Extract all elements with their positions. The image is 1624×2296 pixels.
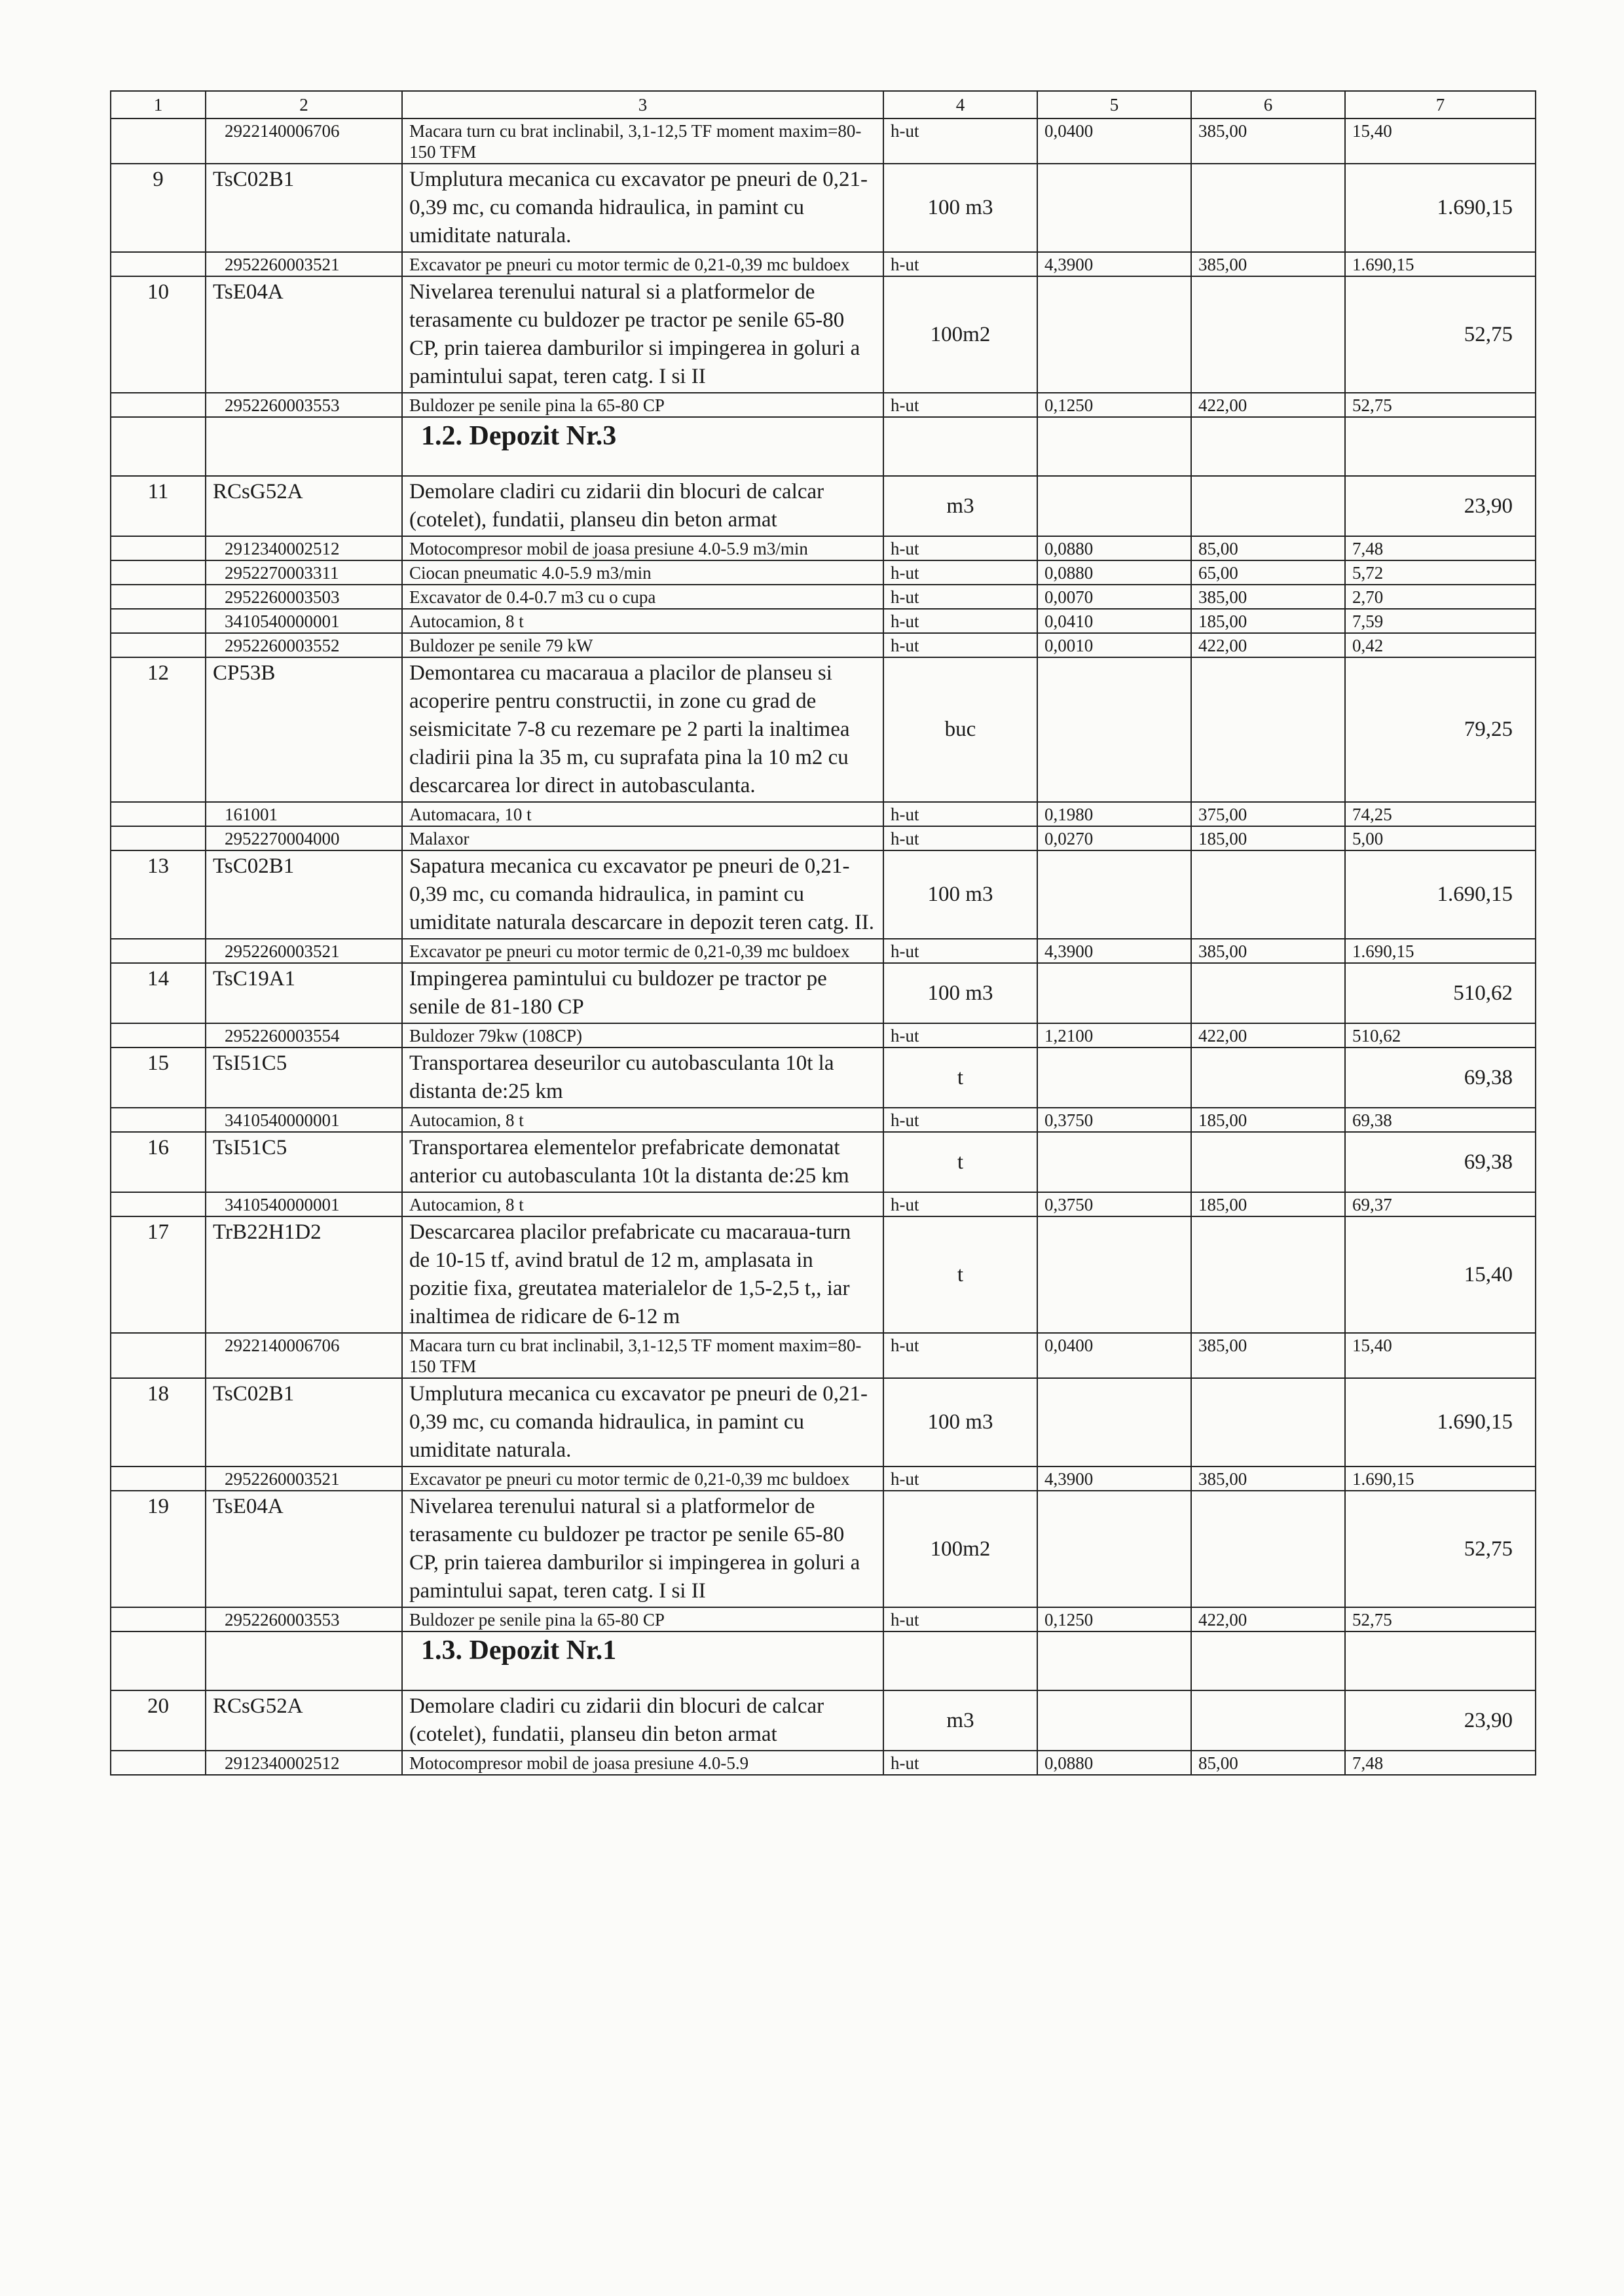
resource-row (111, 1607, 1536, 1631)
item-number: 18 (111, 1378, 206, 1467)
resource-number (111, 536, 206, 560)
resource-code: 161001 (206, 802, 402, 826)
resource-code: 2912340002512 (206, 1751, 402, 1775)
resource-quantity: 0,1980 (1037, 802, 1191, 826)
item-unit: t (883, 1048, 1037, 1108)
item-total: 69,38 (1345, 1048, 1536, 1108)
item-number: 9 (111, 164, 206, 252)
resource-price: 385,00 (1191, 1333, 1345, 1378)
resource-number (111, 1192, 206, 1216)
resource-price: 385,00 (1191, 118, 1345, 164)
item-number: 16 (111, 1132, 206, 1192)
resource-number (111, 1607, 206, 1631)
item-price (1191, 657, 1345, 802)
item-row (111, 657, 1536, 802)
item-description: Demontarea cu macaraua a placilor de planseu si acoperire pentru constructii, in zone cu grad de seismicitate 7-8 cu rezemare pe 2 parti la inaltimea cladirii pina la 35 m, cu suprafata pina la 10 m2 cu descarcarea lor direct in autobasculanta. (402, 657, 883, 802)
item-code: TrB22H1D2 (206, 1216, 402, 1333)
resource-quantity: 0,0270 (1037, 826, 1191, 850)
item-number: 15 (111, 1048, 206, 1108)
section-title: 1.2. Depozit Nr.3 (402, 417, 883, 476)
resource-unit: h-ut (883, 560, 1037, 585)
item-price (1191, 1491, 1345, 1607)
item-description: Demolare cladiri cu zidarii din blocuri de calcar (cotelet), fundatii, planseu din beton armat (402, 476, 883, 536)
column-header: 2 (206, 91, 402, 118)
item-code: CP53B (206, 657, 402, 802)
resource-price: 422,00 (1191, 1607, 1345, 1631)
section-total (1345, 1631, 1536, 1690)
resource-unit: h-ut (883, 802, 1037, 826)
resource-total: 15,40 (1345, 1333, 1536, 1378)
resource-price: 375,00 (1191, 802, 1345, 826)
resource-description: Autocamion, 8 t (402, 609, 883, 633)
resource-description: Automacara, 10 t (402, 802, 883, 826)
resource-total: 7,59 (1345, 609, 1536, 633)
resource-quantity: 0,0400 (1037, 118, 1191, 164)
item-row (111, 476, 1536, 536)
resource-unit: h-ut (883, 536, 1037, 560)
section-quantity (1037, 417, 1191, 476)
item-unit: 100m2 (883, 276, 1037, 393)
resource-number (111, 826, 206, 850)
item-description: Nivelarea terenului natural si a platformelor de terasamente cu buldozer pe tractor pe senile 65-80 CP, prin taierea damburilor si impingerea in goluri a pamintului sapat, teren catg. I si II (402, 276, 883, 393)
resource-number (111, 939, 206, 963)
item-number: 20 (111, 1690, 206, 1751)
item-price (1191, 1378, 1345, 1467)
resource-unit: h-ut (883, 939, 1037, 963)
resource-price: 422,00 (1191, 1023, 1345, 1048)
item-row (111, 164, 1536, 252)
resource-row (111, 1333, 1536, 1378)
item-description: Impingerea pamintului cu buldozer pe tractor pe senile de 81-180 CP (402, 963, 883, 1023)
item-price (1191, 1048, 1345, 1108)
resource-row (111, 633, 1536, 657)
resource-description: Excavator pe pneuri cu motor termic de 0,21-0,39 mc buldoex (402, 939, 883, 963)
resource-description: Motocompresor mobil de joasa presiune 4.0-5.9 (402, 1751, 883, 1775)
resource-description: Autocamion, 8 t (402, 1192, 883, 1216)
resource-code: 2952260003553 (206, 1607, 402, 1631)
resource-code: 2952260003521 (206, 1467, 402, 1491)
resource-total: 69,38 (1345, 1108, 1536, 1132)
item-code: TsI51C5 (206, 1048, 402, 1108)
item-total: 1.690,15 (1345, 850, 1536, 939)
resource-price: 185,00 (1191, 1108, 1345, 1132)
resource-description: Motocompresor mobil de joasa presiune 4.0-5.9 m3/min (402, 536, 883, 560)
item-quantity (1037, 963, 1191, 1023)
item-number: 14 (111, 963, 206, 1023)
resource-row (111, 1108, 1536, 1132)
item-code: TsC19A1 (206, 963, 402, 1023)
item-unit: 100 m3 (883, 850, 1037, 939)
resource-quantity: 0,0400 (1037, 1333, 1191, 1378)
item-price (1191, 476, 1345, 536)
resource-code: 3410540000001 (206, 1108, 402, 1132)
resource-unit: h-ut (883, 633, 1037, 657)
resource-total: 5,72 (1345, 560, 1536, 585)
resource-description: Excavator de 0.4-0.7 m3 cu o cupa (402, 585, 883, 609)
item-unit: t (883, 1216, 1037, 1333)
item-quantity (1037, 657, 1191, 802)
item-code: TsE04A (206, 1491, 402, 1607)
item-unit: 100 m3 (883, 963, 1037, 1023)
resource-quantity: 0,0880 (1037, 1751, 1191, 1775)
section-code (206, 417, 402, 476)
item-total: 15,40 (1345, 1216, 1536, 1333)
resource-row (111, 1751, 1536, 1775)
item-row (111, 963, 1536, 1023)
resource-unit: h-ut (883, 585, 1037, 609)
resource-row (111, 585, 1536, 609)
item-quantity (1037, 1216, 1191, 1333)
item-code: TsC02B1 (206, 850, 402, 939)
resource-unit: h-ut (883, 1023, 1037, 1048)
column-header: 7 (1345, 91, 1536, 118)
resource-number (111, 1467, 206, 1491)
resource-total: 7,48 (1345, 536, 1536, 560)
item-number: 11 (111, 476, 206, 536)
resource-number (111, 393, 206, 417)
resource-price: 385,00 (1191, 939, 1345, 963)
resource-description: Macara turn cu brat inclinabil, 3,1-12,5 TF moment maxim=80-150 TFM (402, 1333, 883, 1378)
item-price (1191, 1216, 1345, 1333)
section-unit (883, 1631, 1037, 1690)
item-description: Descarcarea placilor prefabricate cu macaraua-turn de 10-15 tf, avind bratul de 12 m, amplasata in pozitie fixa, greutatea materialelor de 1,5-2,5 t,, iar inaltimea de ridicare de 6-12 m (402, 1216, 883, 1333)
item-row (111, 850, 1536, 939)
resource-total: 5,00 (1345, 826, 1536, 850)
resource-code: 2952260003554 (206, 1023, 402, 1048)
item-total: 69,38 (1345, 1132, 1536, 1192)
item-total: 1.690,15 (1345, 1378, 1536, 1467)
resource-price: 385,00 (1191, 585, 1345, 609)
resource-row (111, 252, 1536, 276)
column-header: 3 (402, 91, 883, 118)
resource-total: 52,75 (1345, 393, 1536, 417)
item-total: 23,90 (1345, 476, 1536, 536)
resource-quantity: 0,3750 (1037, 1108, 1191, 1132)
item-code: TsC02B1 (206, 1378, 402, 1467)
item-number: 10 (111, 276, 206, 393)
item-price (1191, 276, 1345, 393)
resource-number (111, 1108, 206, 1132)
resource-row (111, 560, 1536, 585)
item-unit: buc (883, 657, 1037, 802)
resource-total: 2,70 (1345, 585, 1536, 609)
resource-code: 2952260003521 (206, 939, 402, 963)
item-code: TsC02B1 (206, 164, 402, 252)
item-unit: 100m2 (883, 1491, 1037, 1607)
resource-quantity: 4,3900 (1037, 939, 1191, 963)
resource-code: 2952260003552 (206, 633, 402, 657)
section-price (1191, 417, 1345, 476)
item-total: 79,25 (1345, 657, 1536, 802)
item-row (111, 1491, 1536, 1607)
resource-description: Buldozer 79kw (108CP) (402, 1023, 883, 1048)
resource-quantity: 4,3900 (1037, 252, 1191, 276)
column-header-row (111, 91, 1536, 118)
resource-code: 2912340002512 (206, 536, 402, 560)
item-quantity (1037, 1132, 1191, 1192)
item-quantity (1037, 476, 1191, 536)
resource-code: 2952260003503 (206, 585, 402, 609)
resource-number (111, 1333, 206, 1378)
item-code: RCsG52A (206, 1690, 402, 1751)
resource-quantity: 0,1250 (1037, 393, 1191, 417)
resource-description: Buldozer pe senile pina la 65-80 CP (402, 393, 883, 417)
resource-quantity: 0,0010 (1037, 633, 1191, 657)
item-quantity (1037, 276, 1191, 393)
item-total: 23,90 (1345, 1690, 1536, 1751)
resource-row (111, 1467, 1536, 1491)
resource-code: 2952260003553 (206, 393, 402, 417)
item-unit: m3 (883, 1690, 1037, 1751)
resource-description: Malaxor (402, 826, 883, 850)
item-total: 1.690,15 (1345, 164, 1536, 252)
resource-number (111, 560, 206, 585)
estimate-table (110, 90, 1536, 1776)
resource-unit: h-ut (883, 609, 1037, 633)
resource-quantity: 0,0880 (1037, 560, 1191, 585)
item-row (111, 276, 1536, 393)
item-number: 13 (111, 850, 206, 939)
item-quantity (1037, 1378, 1191, 1467)
item-row (111, 1690, 1536, 1751)
item-description: Transportarea elementelor prefabricate demonatat anterior cu autobasculanta 10t la distanta de:25 km (402, 1132, 883, 1192)
resource-quantity: 4,3900 (1037, 1467, 1191, 1491)
resource-total: 74,25 (1345, 802, 1536, 826)
resource-unit: h-ut (883, 826, 1037, 850)
resource-total: 69,37 (1345, 1192, 1536, 1216)
resource-total: 15,40 (1345, 118, 1536, 164)
resource-description: Buldozer pe senile 79 kW (402, 633, 883, 657)
resource-price: 422,00 (1191, 633, 1345, 657)
column-header: 6 (1191, 91, 1345, 118)
section-total (1345, 417, 1536, 476)
item-quantity (1037, 850, 1191, 939)
resource-number (111, 252, 206, 276)
resource-row (111, 536, 1536, 560)
item-quantity (1037, 1690, 1191, 1751)
resource-price: 85,00 (1191, 1751, 1345, 1775)
resource-unit: h-ut (883, 118, 1037, 164)
resource-row (111, 393, 1536, 417)
resource-quantity: 0,0880 (1037, 536, 1191, 560)
item-code: TsE04A (206, 276, 402, 393)
column-header: 5 (1037, 91, 1191, 118)
item-description: Transportarea deseurilor cu autobasculanta 10t la distanta de:25 km (402, 1048, 883, 1108)
item-row (111, 1048, 1536, 1108)
resource-number (111, 1751, 206, 1775)
resource-quantity: 0,1250 (1037, 1607, 1191, 1631)
resource-total: 1.690,15 (1345, 1467, 1536, 1491)
section-unit (883, 417, 1037, 476)
item-description: Nivelarea terenului natural si a platformelor de terasamente cu buldozer pe tractor pe senile 65-80 CP, prin taierea damburilor si impingerea in goluri a pamintului sapat, teren catg. I si II (402, 1491, 883, 1607)
item-description: Sapatura mecanica cu excavator pe pneuri de 0,21-0,39 mc, cu comanda hidraulica, in pamint cu umiditate naturala descarcare in depozit teren catg. II. (402, 850, 883, 939)
resource-row (111, 826, 1536, 850)
resource-unit: h-ut (883, 1467, 1037, 1491)
resource-row (111, 1023, 1536, 1048)
item-code: RCsG52A (206, 476, 402, 536)
item-description: Umplutura mecanica cu excavator pe pneuri de 0,21-0,39 mc, cu comanda hidraulica, in pamint cu umiditate naturala. (402, 164, 883, 252)
resource-code: 3410540000001 (206, 1192, 402, 1216)
resource-description: Macara turn cu brat inclinabil, 3,1-12,5 TF moment maxim=80-150 TFM (402, 118, 883, 164)
item-number: 17 (111, 1216, 206, 1333)
resource-row (111, 609, 1536, 633)
resource-quantity: 1,2100 (1037, 1023, 1191, 1048)
section-code (206, 1631, 402, 1690)
resource-unit: h-ut (883, 1751, 1037, 1775)
resource-price: 185,00 (1191, 826, 1345, 850)
item-unit: 100 m3 (883, 1378, 1037, 1467)
resource-description: Ciocan pneumatic 4.0-5.9 m3/min (402, 560, 883, 585)
resource-price: 385,00 (1191, 1467, 1345, 1491)
resource-price: 422,00 (1191, 393, 1345, 417)
item-total: 52,75 (1345, 276, 1536, 393)
item-quantity (1037, 1048, 1191, 1108)
column-header: 1 (111, 91, 206, 118)
item-description: Demolare cladiri cu zidarii din blocuri de calcar (cotelet), fundatii, planseu din beton armat (402, 1690, 883, 1751)
item-unit: 100 m3 (883, 164, 1037, 252)
resource-code: 2952260003521 (206, 252, 402, 276)
resource-description: Buldozer pe senile pina la 65-80 CP (402, 1607, 883, 1631)
item-unit: m3 (883, 476, 1037, 536)
resource-code: 2922140006706 (206, 1333, 402, 1378)
resource-number (111, 802, 206, 826)
item-unit: t (883, 1132, 1037, 1192)
resource-row (111, 802, 1536, 826)
item-price (1191, 963, 1345, 1023)
resource-total: 7,48 (1345, 1751, 1536, 1775)
resource-unit: h-ut (883, 1192, 1037, 1216)
item-quantity (1037, 164, 1191, 252)
item-total: 52,75 (1345, 1491, 1536, 1607)
resource-code: 2922140006706 (206, 118, 402, 164)
item-row (111, 1132, 1536, 1192)
resource-price: 185,00 (1191, 609, 1345, 633)
resource-quantity: 0,3750 (1037, 1192, 1191, 1216)
resource-description: Autocamion, 8 t (402, 1108, 883, 1132)
resource-total: 0,42 (1345, 633, 1536, 657)
resource-unit: h-ut (883, 393, 1037, 417)
column-header: 4 (883, 91, 1037, 118)
resource-price: 85,00 (1191, 536, 1345, 560)
resource-number (111, 633, 206, 657)
resource-total: 510,62 (1345, 1023, 1536, 1048)
resource-quantity: 0,0070 (1037, 585, 1191, 609)
section-row (111, 417, 1536, 476)
item-number: 19 (111, 1491, 206, 1607)
resource-unit: h-ut (883, 252, 1037, 276)
section-row (111, 1631, 1536, 1690)
section-price (1191, 1631, 1345, 1690)
resource-number (111, 609, 206, 633)
section-number (111, 1631, 206, 1690)
resource-total: 1.690,15 (1345, 252, 1536, 276)
item-quantity (1037, 1491, 1191, 1607)
item-price (1191, 1690, 1345, 1751)
item-number: 12 (111, 657, 206, 802)
resource-quantity: 0,0410 (1037, 609, 1191, 633)
section-quantity (1037, 1631, 1191, 1690)
resource-total: 1.690,15 (1345, 939, 1536, 963)
resource-number (111, 585, 206, 609)
resource-code: 2952270003311 (206, 560, 402, 585)
resource-unit: h-ut (883, 1607, 1037, 1631)
section-number (111, 417, 206, 476)
item-price (1191, 850, 1345, 939)
resource-price: 385,00 (1191, 252, 1345, 276)
resource-code: 3410540000001 (206, 609, 402, 633)
resource-description: Excavator pe pneuri cu motor termic de 0,21-0,39 mc buldoex (402, 1467, 883, 1491)
resource-total: 52,75 (1345, 1607, 1536, 1631)
item-row (111, 1378, 1536, 1467)
resource-row (111, 1192, 1536, 1216)
item-total: 510,62 (1345, 963, 1536, 1023)
resource-price: 185,00 (1191, 1192, 1345, 1216)
item-code: TsI51C5 (206, 1132, 402, 1192)
resource-unit: h-ut (883, 1108, 1037, 1132)
resource-code: 2952270004000 (206, 826, 402, 850)
estimate-page (110, 90, 1535, 1776)
item-row (111, 1216, 1536, 1333)
resource-row (111, 939, 1536, 963)
resource-price: 65,00 (1191, 560, 1345, 585)
resource-number (111, 118, 206, 164)
section-title: 1.3. Depozit Nr.1 (402, 1631, 883, 1690)
item-price (1191, 1132, 1345, 1192)
item-price (1191, 164, 1345, 252)
resource-number (111, 1023, 206, 1048)
item-description: Umplutura mecanica cu excavator pe pneuri de 0,21-0,39 mc, cu comanda hidraulica, in pamint cu umiditate naturala. (402, 1378, 883, 1467)
resource-row (111, 118, 1536, 164)
resource-description: Excavator pe pneuri cu motor termic de 0,21-0,39 mc buldoex (402, 252, 883, 276)
resource-unit: h-ut (883, 1333, 1037, 1378)
